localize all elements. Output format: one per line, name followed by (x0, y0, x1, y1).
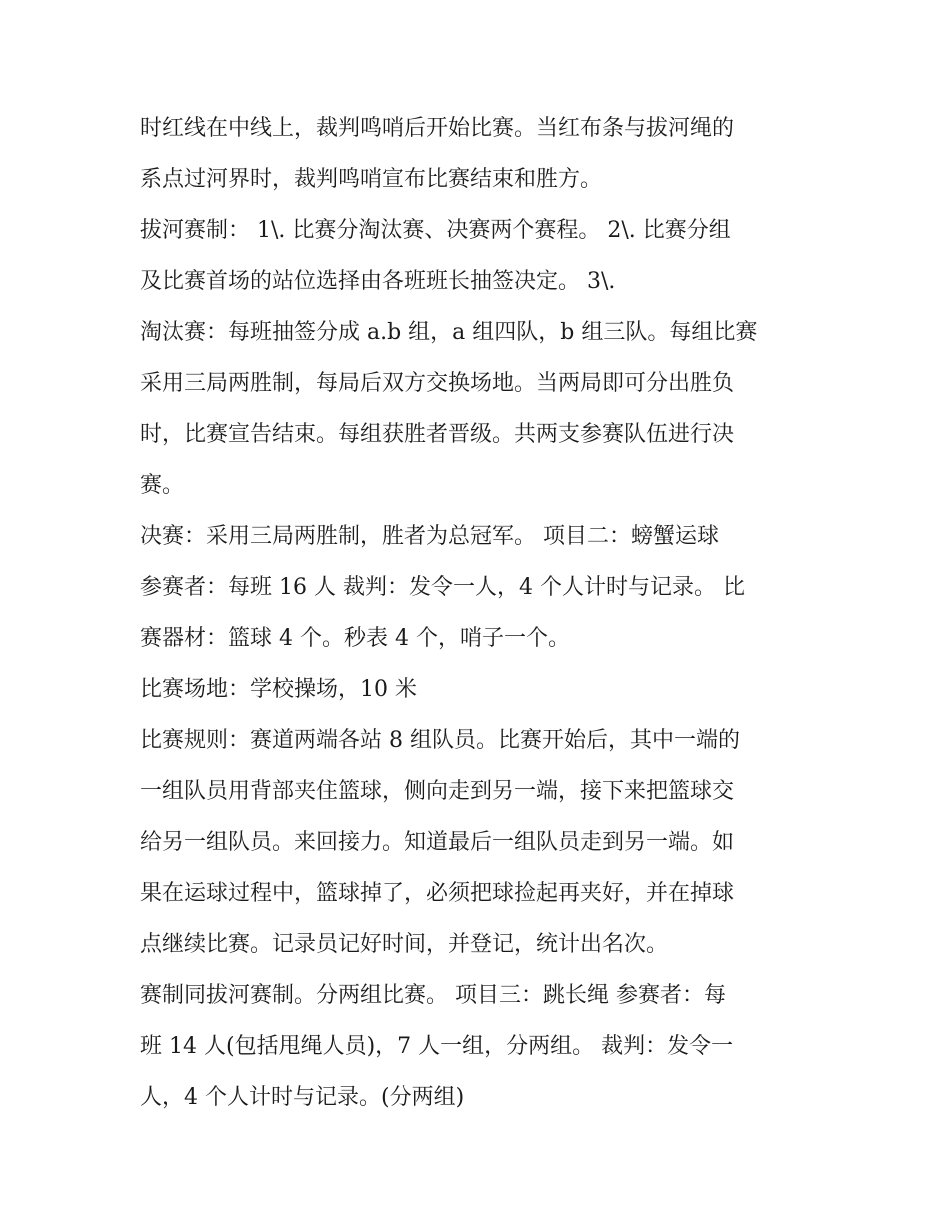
paragraph-final-and-event-two: 决赛：采用三局两胜制，胜者为总冠军。 项目二：螃蟹运球 参赛者：每班 16 人 裁判：发令一人，4 个人计时与记录。 比 赛器材：篮球 4 个。秒表 4 个，哨子一个。 (140, 524, 745, 651)
paragraph-elimination-round: 淘汰赛：每班抽签分成 a.b 组，a 组四队，b 组三队。每组比赛 采用三局两胜制，每局后双方交换场地。当两局即可分出胜负 时，比赛宣告结束。每组获胜者晋级。共两支参赛队伍进行决 赛。 (140, 320, 758, 498)
paragraph-crab-relay-rules: 比赛规则：赛道两端各站 8 组队员。比赛开始后，其中一端的 一组队员用背部夹住篮球，侧向走到另一端，接下来把篮球交 给另一组队员。来回接力。知道最后一组队员走到另一端。如 果在运球过程中，篮球掉了，必须把球捡起再夹好，并在掉球 点继续比赛。记录员记好时间，并登记，统计出名次。 (140, 728, 740, 957)
paragraph-event-three: 赛制同拔河赛制。分两组比赛。 项目三：跳长绳 参赛者：每 班 14 人(包括甩绳人员)，7 人一组，分两组。 裁判：发令一 人，4 个人计时与记录。(分两组) (140, 983, 734, 1110)
paragraph-tug-of-war-format: 拔河赛制： 1\. 比赛分淘汰赛、决赛两个赛程。 2\. 比赛分组 及比赛首场的站位选择由各班班长抽签决定。 3\. (140, 218, 731, 294)
paragraph-venue: 比赛场地：学校操场，10 米 (140, 677, 417, 702)
document-body (140, 103, 820, 1123)
paragraph-tug-of-war-rules: 时红线在中线上，裁判鸣哨后开始比赛。当红布条与拔河绳的 系点过河界时，裁判鸣哨宣布比赛结束和胜方。 (140, 116, 735, 192)
